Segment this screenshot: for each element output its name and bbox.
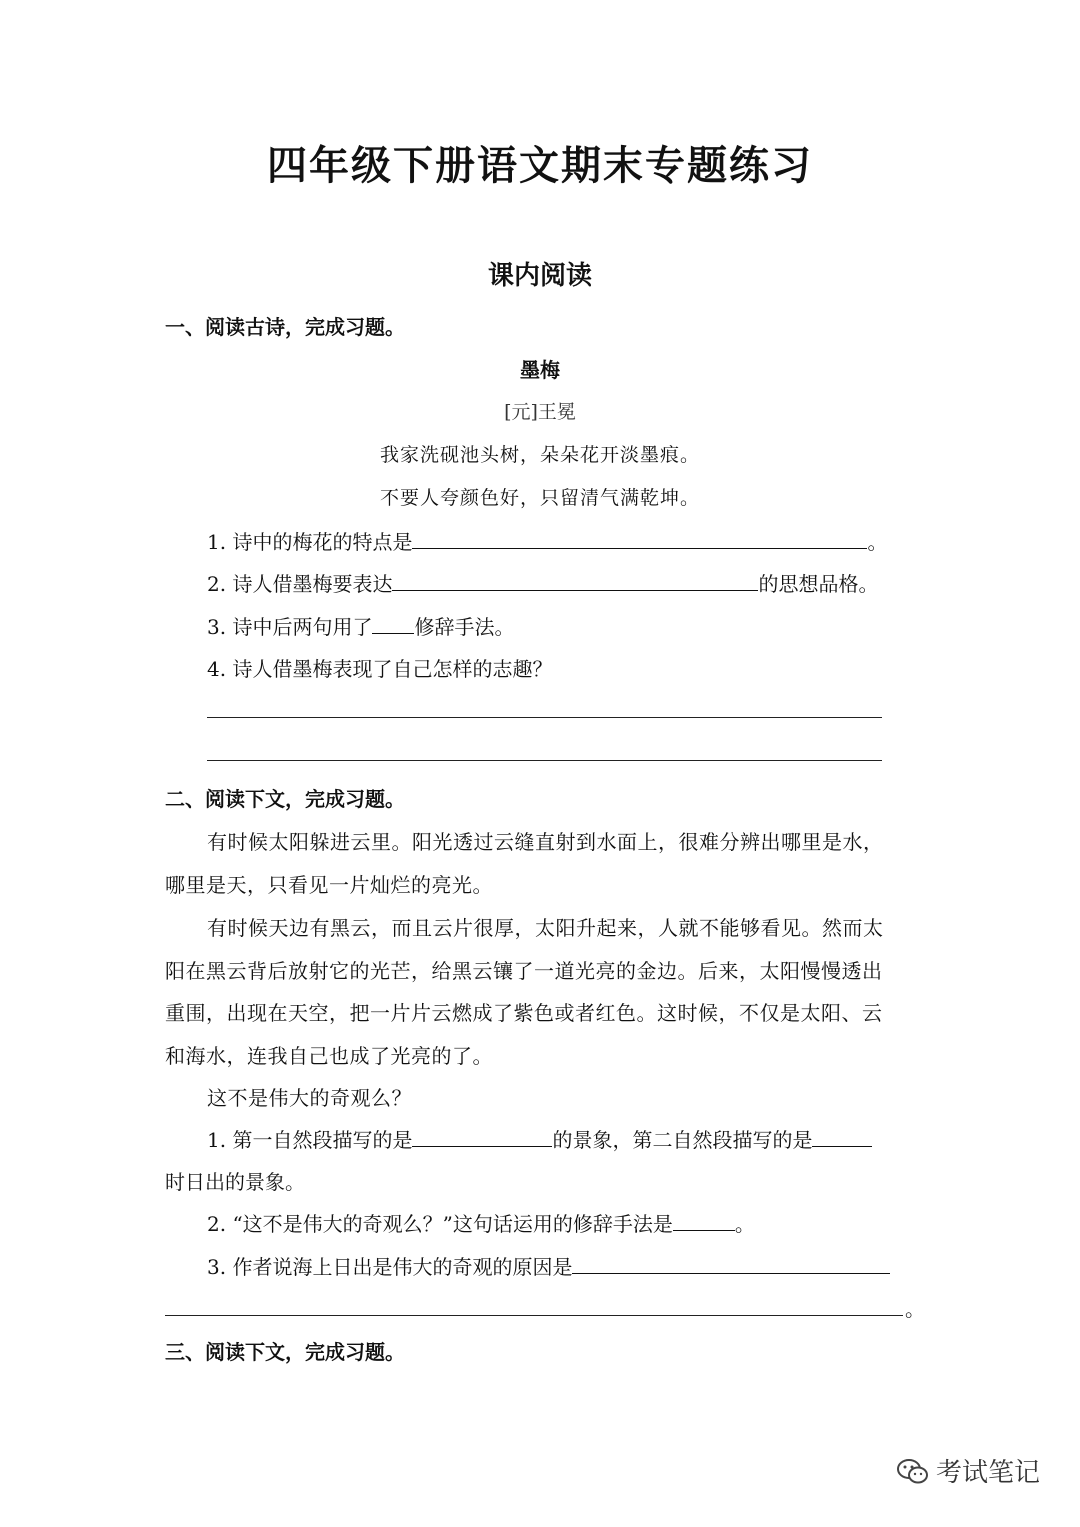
answer-blank[interactable] bbox=[412, 1126, 552, 1147]
watermark-text: 考试笔记 bbox=[936, 1458, 1041, 1488]
answer-line[interactable] bbox=[207, 717, 882, 718]
question-1-2: 2. 诗人借墨梅要表达 的思想品格。 bbox=[207, 572, 879, 596]
paragraph-line: 哪里是天，只看见一片灿烂的亮光。 bbox=[165, 873, 493, 897]
section-3-heading: 三、阅读下文，完成习题。 bbox=[165, 1340, 405, 1364]
section-subtitle: 课内阅读 bbox=[487, 261, 592, 291]
answer-line[interactable] bbox=[165, 1315, 903, 1316]
poem-line: 我家洗砚池头树，朵朵花开淡墨痕。 bbox=[379, 444, 700, 466]
section-1-heading: 一、阅读古诗，完成习题。 bbox=[165, 315, 405, 339]
question-1-1: 1. 诗中的梅花的特点是 。 bbox=[207, 530, 888, 554]
answer-blank[interactable] bbox=[412, 528, 867, 549]
poem-author: [元]王冕 bbox=[504, 401, 576, 423]
paragraph-line: 有时候天边有黑云，而且云片很厚，太阳升起来，人就不能够看见。然而太 bbox=[207, 916, 884, 940]
poem-title: 墨梅 bbox=[520, 358, 560, 382]
page-title: 四年级下册语文期末专题练习 bbox=[267, 143, 813, 189]
answer-blank[interactable] bbox=[812, 1126, 872, 1147]
question-2-1: 1. 第一自然段描写的是 的景象，第二自然段描写的是 bbox=[207, 1124, 872, 1153]
question-2-3: 3. 作者说海上日出是伟大的奇观的原因是 bbox=[207, 1251, 890, 1280]
question-2-1-cont: 时日出的景象。 bbox=[165, 1170, 305, 1194]
question-1-4: 4. 诗人借墨梅表现了自己怎样的志趣？ bbox=[207, 657, 553, 681]
answer-blank[interactable] bbox=[673, 1210, 735, 1231]
answer-blank[interactable] bbox=[372, 613, 414, 634]
section-2-heading: 二、阅读下文，完成习题。 bbox=[165, 787, 405, 811]
answer-blank[interactable] bbox=[392, 570, 758, 591]
poem-line: 不要人夸颜色好，只留清气满乾坤。 bbox=[379, 487, 700, 509]
paragraph-line: 和海水，连我自己也成了光亮的了。 bbox=[165, 1044, 493, 1068]
wechat-icon bbox=[896, 1457, 930, 1487]
answer-blank[interactable] bbox=[572, 1253, 890, 1274]
question-1-3: 3. 诗中后两句用了 修辞手法。 bbox=[207, 615, 515, 639]
paragraph-line: 这不是伟大的奇观么？ bbox=[207, 1086, 412, 1110]
answer-line[interactable] bbox=[207, 760, 882, 761]
paragraph-line: 有时候太阳躲进云里。阳光透过云缝直射到水面上，很难分辨出哪里是水， bbox=[207, 830, 884, 854]
paragraph-line: 重围，出现在天空，把一片片云燃成了紫色或者红色。这时候，不仅是太阳、云 bbox=[165, 1001, 883, 1025]
paragraph-line: 阳在黑云背后放射它的光芒，给黑云镶了一道光亮的金边。后来，太阳慢慢透出 bbox=[165, 959, 883, 983]
question-2-3-end: 。 bbox=[905, 1297, 925, 1321]
question-2-2: 2. “这不是伟大的奇观么？”这句话运用的修辞手法是 。 bbox=[207, 1212, 755, 1236]
